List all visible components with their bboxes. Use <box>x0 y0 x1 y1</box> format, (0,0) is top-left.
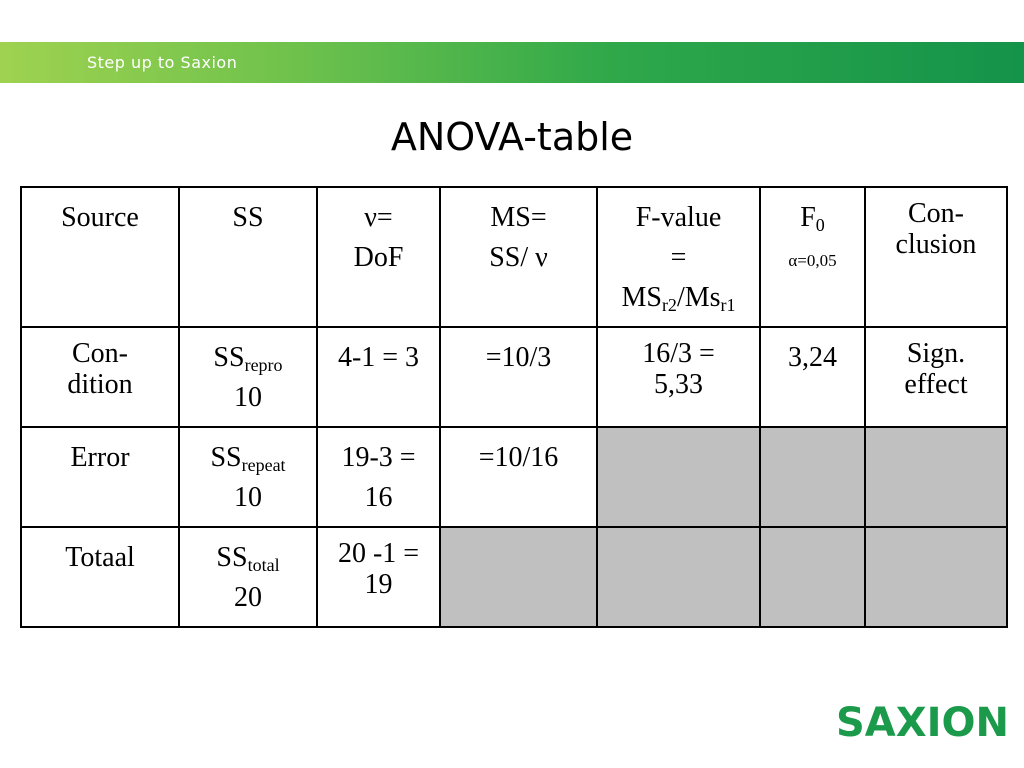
cell-dof: 4-1 = 3 <box>317 327 440 427</box>
cell-source: Con- dition <box>21 327 179 427</box>
table-row <box>21 427 1007 527</box>
cell-source: Error <box>21 427 179 527</box>
header-banner <box>0 42 1024 83</box>
header-conclusion: Con- clusion <box>865 187 1007 327</box>
cell-ms: =10/16 <box>440 427 597 527</box>
cell-empty-shaded <box>865 527 1007 627</box>
table-row <box>21 527 1007 627</box>
table-row <box>21 327 1007 427</box>
header-ms: MS= SS/ ν <box>440 187 597 327</box>
cell-empty-shaded <box>760 427 865 527</box>
slide-title: ANOVA-table <box>390 115 634 159</box>
header-f0: $F_0$ α=0,05 <box>760 187 865 327</box>
cell-source: Totaal <box>21 527 179 627</box>
header-tagline: Step up to Saxion <box>87 53 238 72</box>
cell-empty-shaded <box>440 527 597 627</box>
header-f-value: F-value = $MS_{r2}/Ms_{r1}$ <box>597 187 760 327</box>
cell-empty-shaded <box>597 427 760 527</box>
cell-dof: 19-3 = 16 <box>317 427 440 527</box>
cell-empty-shaded <box>597 527 760 627</box>
cell-empty-shaded <box>760 527 865 627</box>
saxion-logo: SAXION <box>836 700 1009 746</box>
cell-ms: =10/3 <box>440 327 597 427</box>
cell-ss: $SS_{repeat}$ 10 <box>179 427 317 527</box>
cell-ss: $SS_{total}$ 20 <box>179 527 317 627</box>
cell-ss: $SS_{repro}$ 10 <box>179 327 317 427</box>
table-header-row <box>21 187 1007 327</box>
cell-f-value: 16/3 = 5,33 <box>597 327 760 427</box>
cell-conclusion: Sign. effect <box>865 327 1007 427</box>
cell-dof: 20 -1 = 19 <box>317 527 440 627</box>
anova-table <box>20 186 1008 628</box>
header-source: Source <box>21 187 179 327</box>
header-ss: SS <box>179 187 317 327</box>
header-dof: ν= DoF <box>317 187 440 327</box>
cell-empty-shaded <box>865 427 1007 527</box>
cell-f0: 3,24 <box>760 327 865 427</box>
